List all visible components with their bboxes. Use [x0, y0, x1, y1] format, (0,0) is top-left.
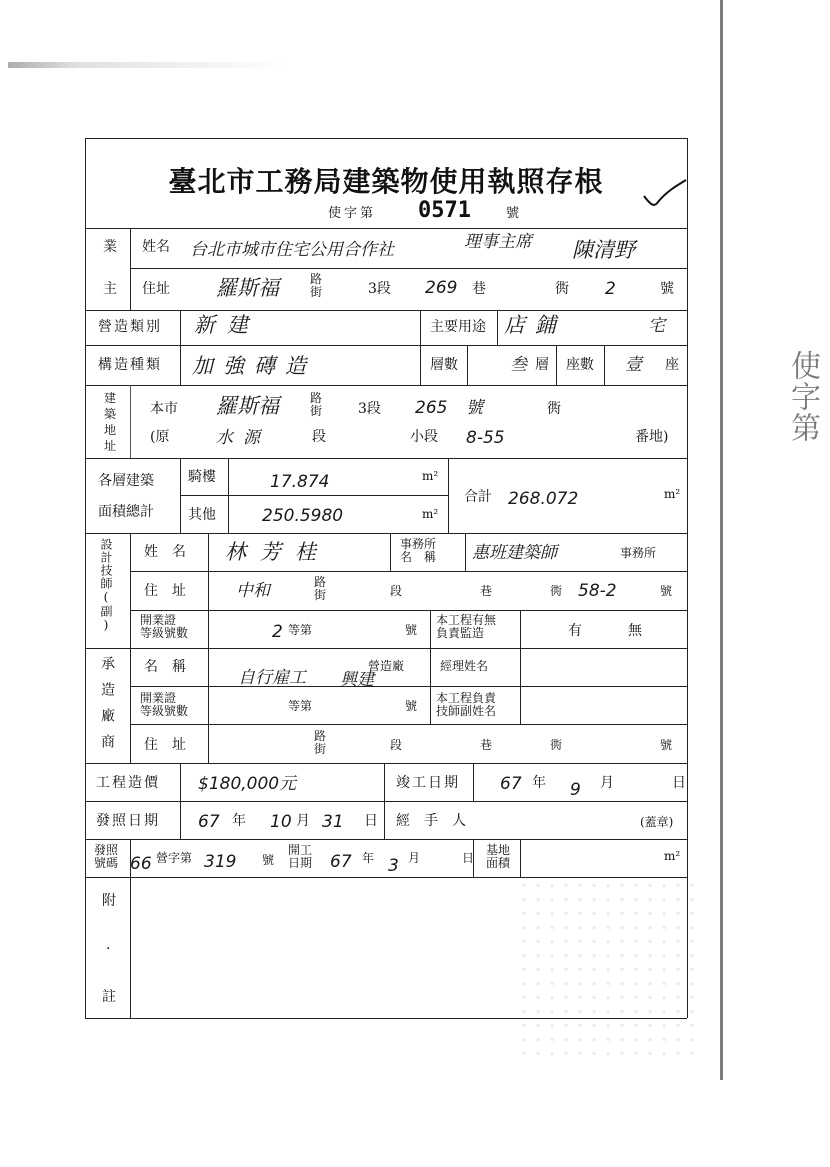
start-month: 3 [388, 856, 399, 876]
remarks-label-3: 註 [102, 989, 116, 1005]
owner-lane-value: 269 [425, 278, 458, 298]
margin-side-text: 使字第 [785, 350, 820, 443]
contractor-section-label: 段 [390, 738, 403, 752]
seat-label: 座數 [566, 357, 594, 373]
construction-type-label: 營造類別 [98, 319, 162, 335]
seat-unit: 座 [665, 357, 679, 373]
remarks-label-1: 附 [102, 893, 116, 909]
owner-address-label: 住址 [142, 281, 170, 297]
completion-day-label: 日 [672, 775, 686, 791]
contractor-road-label: 路 街 [314, 729, 327, 757]
completion-year-label: 年 [532, 775, 546, 791]
owner-name-value: 台北市城市住宅公用合作社 [190, 240, 394, 260]
contractor-address-label: 住 址 [144, 737, 186, 753]
handler-label: 經 手 人 [396, 813, 466, 829]
designer-no-option[interactable]: 無 [628, 623, 642, 639]
contractor-manager-label: 經理姓名 [440, 659, 489, 673]
contractor-name-label: 名 稱 [144, 659, 186, 675]
contractor-lane-label: 巷 [480, 738, 493, 752]
site-orig-label: (原 [150, 429, 170, 445]
site-subsection-label: 小段 [410, 429, 438, 445]
designer-label: 設計技師(副) [99, 538, 113, 633]
area-total-label: 合計 [464, 489, 492, 505]
cost-label: 工程造價 [96, 775, 160, 791]
site-no-label: 號 [466, 398, 483, 418]
designer-license-no-label: 號 [405, 623, 418, 637]
owner-section-value: 3段 [368, 281, 391, 297]
building-permit-number: 319 [204, 852, 237, 872]
designer-license-label: 開業證 等級號數 [140, 613, 189, 641]
structure-label: 構造種類 [98, 357, 162, 373]
designer-license-grade-label: 等第 [288, 623, 313, 637]
site-city-label: 本市 [150, 401, 178, 417]
owner-person-value: 陳清野 [572, 238, 635, 262]
designer-office-suffix: 事務所 [620, 546, 657, 560]
site-alley-label: 衖 [547, 401, 561, 417]
owner-title-value: 理事主席 [464, 232, 532, 252]
contractor-name-value: 自行雇工 [238, 668, 306, 688]
owner-section-label-1: 業 [103, 239, 117, 255]
remarks-label-2: · [106, 941, 111, 957]
designer-name-label: 姓 名 [144, 544, 186, 560]
permit-number: 0571 [418, 198, 471, 223]
site-district-label: 段 [312, 429, 326, 445]
building-permit-suffix: 號 [262, 853, 275, 867]
building-permit-prefix: 營字第 [156, 851, 193, 865]
designer-road-label: 路 街 [314, 575, 327, 603]
designer-license-grade: 2 [272, 622, 283, 642]
site-lot-value: 8-55 [466, 428, 505, 448]
issue-label: 發照日期 [96, 813, 160, 829]
area-label-1: 各層建築 [98, 473, 154, 489]
site-section-value: 3段 [358, 401, 381, 417]
contractor-license-no-label: 號 [405, 699, 418, 713]
start-day-label: 日 [462, 851, 475, 865]
owner-road-label: 路 街 [310, 272, 323, 300]
contractor-alley-label: 衖 [550, 738, 563, 752]
main-use-label: 主要用途 [430, 319, 486, 335]
building-permit-label: 發照 號碼 [94, 843, 119, 871]
start-month-label: 月 [408, 851, 421, 865]
main-use-value: 店鋪 [504, 313, 566, 337]
seal-label: (蓋章) [640, 815, 674, 829]
owner-no-value: 2 [605, 279, 616, 299]
completion-month: 9 [570, 780, 581, 800]
page-title: 臺北市工務局建築物使用執照存根 [168, 165, 604, 198]
base-area-unit: m² [664, 849, 681, 863]
structure-value: 加強磚造 [192, 354, 316, 378]
owner-no-label: 號 [660, 281, 674, 297]
scan-noise [520, 880, 700, 1060]
issue-day-label: 日 [364, 813, 378, 829]
completion-month-label: 月 [600, 775, 614, 791]
site-lot-label: 番地) [635, 429, 669, 445]
designer-no-value: 58-2 [578, 581, 617, 601]
issue-month-label: 月 [296, 813, 310, 829]
arcade-unit: m² [422, 469, 439, 483]
building-permit-year: 66 [130, 854, 152, 874]
designer-section-label: 段 [390, 584, 403, 598]
start-year-label: 年 [362, 851, 375, 865]
site-road-label: 路 街 [310, 391, 323, 419]
other-label: 其他 [188, 507, 216, 523]
site-no-value: 265 [415, 398, 448, 418]
area-label-2: 面積總計 [98, 504, 154, 520]
start-year: 67 [330, 852, 352, 872]
issue-month: 10 [270, 812, 292, 832]
owner-lane-label: 巷 [472, 281, 486, 297]
area-total-unit: m² [664, 487, 681, 501]
scan-edge-top [8, 62, 708, 68]
main-use-value2: 宅 [648, 316, 665, 336]
site-road-value: 羅斯福 [216, 394, 279, 418]
seat-value: 壹 [625, 355, 642, 375]
base-area-label: 基地 面積 [486, 843, 511, 871]
issue-year: 67 [198, 812, 220, 832]
area-total-value: 268.072 [508, 489, 579, 509]
arcade-label: 騎樓 [188, 469, 216, 485]
contractor-tech-label: 本工程負責 技師副姓名 [436, 691, 497, 719]
contractor-label: 承造廠商 [99, 656, 115, 760]
contractor-factory-label: 營造廠 [368, 659, 405, 673]
designer-alley-label: 衖 [550, 584, 563, 598]
floors-value: 叁 [510, 355, 527, 375]
floors-label: 層數 [430, 357, 458, 373]
contractor-license-grade-label: 等第 [288, 699, 313, 713]
designer-supervise-label: 本工程有無 負責監造 [436, 613, 497, 641]
designer-no-label: 號 [660, 584, 673, 598]
owner-road-value: 羅斯福 [216, 276, 279, 300]
other-value: 250.5980 [262, 506, 344, 526]
other-unit: m² [422, 507, 439, 521]
site-district-value: 水源 [216, 428, 270, 448]
scan-edge-right [720, 0, 723, 1080]
designer-name-value: 林芳桂 [225, 540, 330, 564]
completion-label: 竣工日期 [396, 775, 460, 791]
contractor-license-label: 開業證 等級號數 [140, 691, 189, 719]
permit-suffix: 號 [506, 206, 520, 221]
arcade-value: 17.874 [270, 472, 330, 492]
designer-office-value: 惠班建築師 [472, 543, 557, 563]
floors-unit: 層 [535, 357, 549, 373]
owner-section-label-2: 主 [103, 281, 117, 297]
contractor-no-label: 號 [660, 738, 673, 752]
issue-year-label: 年 [232, 813, 246, 829]
owner-name-label: 姓名 [142, 239, 170, 255]
cost-value: $180,000元 [198, 774, 297, 794]
designer-lane-label: 巷 [480, 584, 493, 598]
owner-alley-label: 衖 [555, 281, 569, 297]
designer-district-value: 中和 [236, 581, 270, 601]
designer-office-label: 事務所 名 稱 [400, 537, 437, 565]
contractor-name-value2: 興建 [340, 670, 374, 690]
issue-day: 31 [322, 812, 344, 832]
completion-year: 67 [500, 774, 522, 794]
designer-yes-option[interactable]: 有 [568, 623, 582, 639]
start-date-label: 開工 日期 [288, 843, 313, 871]
permit-prefix: 使字第 [328, 206, 377, 221]
designer-address-label: 住 址 [144, 583, 186, 599]
site-label: 建築地址 [104, 391, 117, 453]
construction-type-value: 新建 [194, 313, 260, 337]
